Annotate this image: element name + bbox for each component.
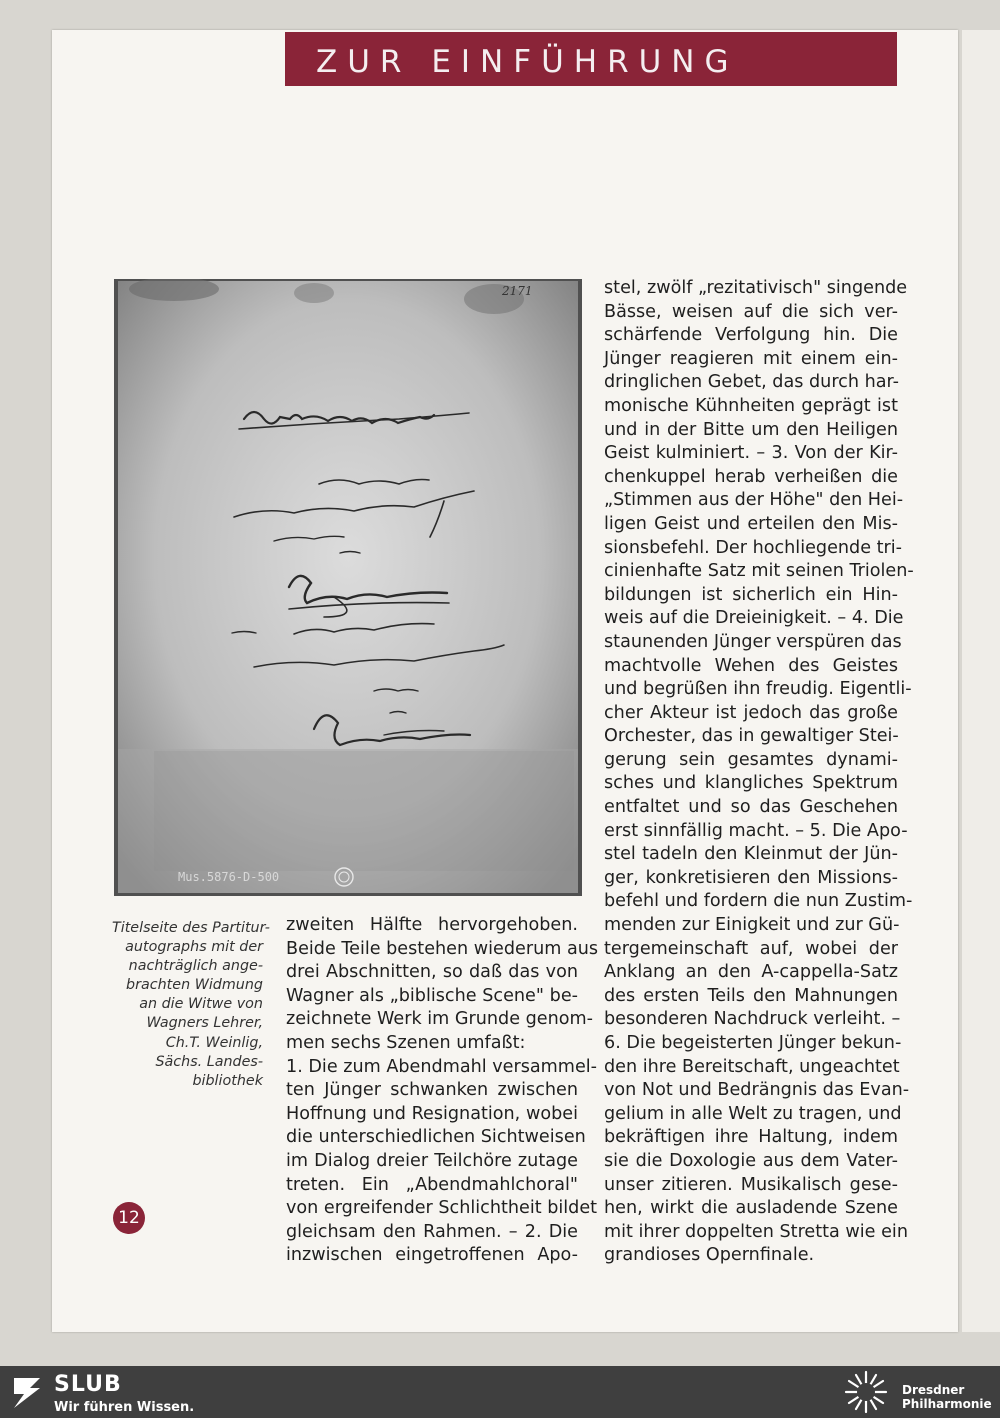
text-line: drei Abschnitten, so daß das von [286, 962, 578, 983]
caption-line: bibliothek [192, 1072, 263, 1089]
text-line: gleichsam den Rahmen. – 2. Die [286, 1221, 578, 1242]
text-line: ten Jünger schwanken zwischen [286, 1080, 578, 1101]
text-line: 6. Die begeisterten Jünger bekun- [604, 1033, 902, 1053]
caption-line: Ch.T. Weinlig, [165, 1034, 263, 1051]
text-line: sie die Doxologie aus dem Vater- [604, 1150, 898, 1171]
text-line: cher Akteur ist jedoch das große [604, 702, 898, 723]
text-line: und begrüßen ihn freudig. Eigentli- [604, 679, 912, 700]
text-line: sionsbefehl. Der hochliegende tri- [604, 537, 903, 558]
text-line: monische Kühnheiten geprägt ist [604, 395, 898, 416]
text-line: treten. Ein „Abendmahlchoral" [286, 1174, 578, 1195]
slub-tagline: Wir führen Wissen. [54, 1400, 195, 1415]
text-line: den ihre Bereitschaft, ungeachtet [604, 1056, 900, 1077]
text-line: weis auf die Dreieinigkeit. – 4. Die [604, 608, 904, 629]
text-line: dringlichen Gebet, das durch har- [604, 372, 899, 393]
philharmonie-logo-icon [838, 1369, 894, 1415]
caption-line: nachträglich ange- [128, 958, 263, 975]
text-line: staunenden Jünger verspüren das [604, 631, 902, 652]
text-line: menden zur Einigkeit und zur Gü- [604, 915, 900, 936]
text-line: bekräftigen ihre Haltung, indem [604, 1127, 898, 1148]
slub-logo-icon [10, 1374, 46, 1410]
text-line: Beide Teile bestehen wiederum aus [286, 938, 599, 959]
text-line: zweiten Hälfte hervorgehoben. [286, 915, 578, 935]
page-mark: 2171 [502, 284, 533, 298]
text-line: unser zitieren. Musikalisch gese- [604, 1174, 898, 1195]
text-line: hen, wirkt die ausladende Szene [604, 1198, 898, 1219]
text-line: tergemeinschaft auf, wobei der [604, 938, 898, 959]
partner-name [902, 1383, 992, 1411]
text-line: „Stimmen aus der Höhe" den Hei- [604, 490, 904, 511]
caption-line: autographs mit der [125, 939, 263, 956]
partner-name-line1: Dresdner [902, 1383, 965, 1397]
text-line: men sechs Szenen umfaßt: [286, 1032, 526, 1053]
caption-line: brachten Widmung [126, 977, 263, 994]
text-line: bildungen ist sicherlich ein Hin- [604, 584, 898, 605]
text-line: Geist kulminiert. – 3. Von der Kir- [604, 443, 898, 464]
text-line: im Dialog dreier Teilchöre zutage [286, 1150, 578, 1171]
text-line: grandioses Opernfinale. [604, 1245, 815, 1266]
text-line: Anklang an den A-cappella-Satz [604, 962, 898, 983]
caption-line: an die Witwe von [139, 996, 263, 1013]
text-line: ligen Geist und erteilen den Mis- [604, 513, 898, 534]
text-line: des ersten Teils den Mahnungen [604, 985, 898, 1006]
next-page-edge [962, 30, 1000, 1332]
text-line: Orchester, das in gewaltiger Stei- [604, 726, 899, 747]
text-line: erst sinnfällig macht. – 5. Die Apo- [604, 820, 908, 841]
text-line: von Not und Bedrängnis das Evan- [604, 1080, 910, 1101]
text-line: Jünger reagieren mit einem ein- [604, 348, 898, 369]
text-line: 1. Die zum Abendmahl versammel- [286, 1056, 598, 1077]
text-column-middle [286, 914, 599, 1268]
slub-name: SLUB [54, 1372, 122, 1397]
text-line: mit ihrer doppelten Stretta wie ein [604, 1221, 908, 1242]
manuscript-photo [114, 279, 582, 896]
caption-line: Wagners Lehrer, [146, 1015, 263, 1032]
text-line: Wagner als „biblische Scene" be- [286, 985, 578, 1006]
text-line: und in der Bitte um den Heiligen [604, 419, 898, 440]
text-line: zeichnete Werk im Grunde genom- [286, 1009, 594, 1030]
text-column-right [604, 277, 914, 1268]
text-line: inzwischen eingetroffenen Apo- [286, 1245, 578, 1266]
text-line: chenkuppel herab verheißen die [604, 466, 898, 487]
text-line: schärfende Verfolgung hin. Die [604, 325, 898, 346]
shelf-mark: Mus.5876-D-500 [178, 870, 280, 884]
caption-line: Sächs. Landes- [155, 1053, 263, 1070]
section-title: ZUR EINFÜHRUNG [316, 44, 739, 80]
text-line: entfaltet und so das Geschehen [604, 797, 898, 818]
page-number-badge: 12 [113, 1202, 145, 1234]
text-line: machtvolle Wehen des Geistes [604, 655, 898, 676]
text-line: von ergreifender Schlichtheit bildet [286, 1198, 598, 1219]
text-line: besonderen Nachdruck verleiht. – [604, 1009, 901, 1030]
text-line: stel tadeln den Kleinmut der Jün- [604, 844, 898, 865]
manuscript-image [114, 279, 582, 896]
text-line: ger, konkretisieren den Missions- [604, 867, 898, 888]
text-line: befehl und fordern die nun Zustim- [604, 891, 913, 912]
text-line: Hoffnung und Resignation, wobei [286, 1103, 578, 1124]
text-line: Bässe, weisen auf die sich ver- [604, 301, 898, 322]
text-line: sches und klangliches Spektrum [604, 773, 898, 794]
photo-caption [112, 919, 270, 1091]
text-line: gerung sein gesamtes dynami- [604, 749, 898, 770]
text-line: cinienhafte Satz mit seinen Triolen- [604, 561, 914, 582]
text-line: stel, zwölf „rezitativisch" singende [604, 278, 908, 298]
text-line: die unterschiedlichen Sichtweisen [286, 1127, 586, 1148]
partner-name-line2: Philharmonie [902, 1397, 992, 1411]
caption-line: Titelseite des Partitur- [112, 920, 270, 936]
text-line: gelium in alle Welt zu tragen, und [604, 1103, 902, 1124]
